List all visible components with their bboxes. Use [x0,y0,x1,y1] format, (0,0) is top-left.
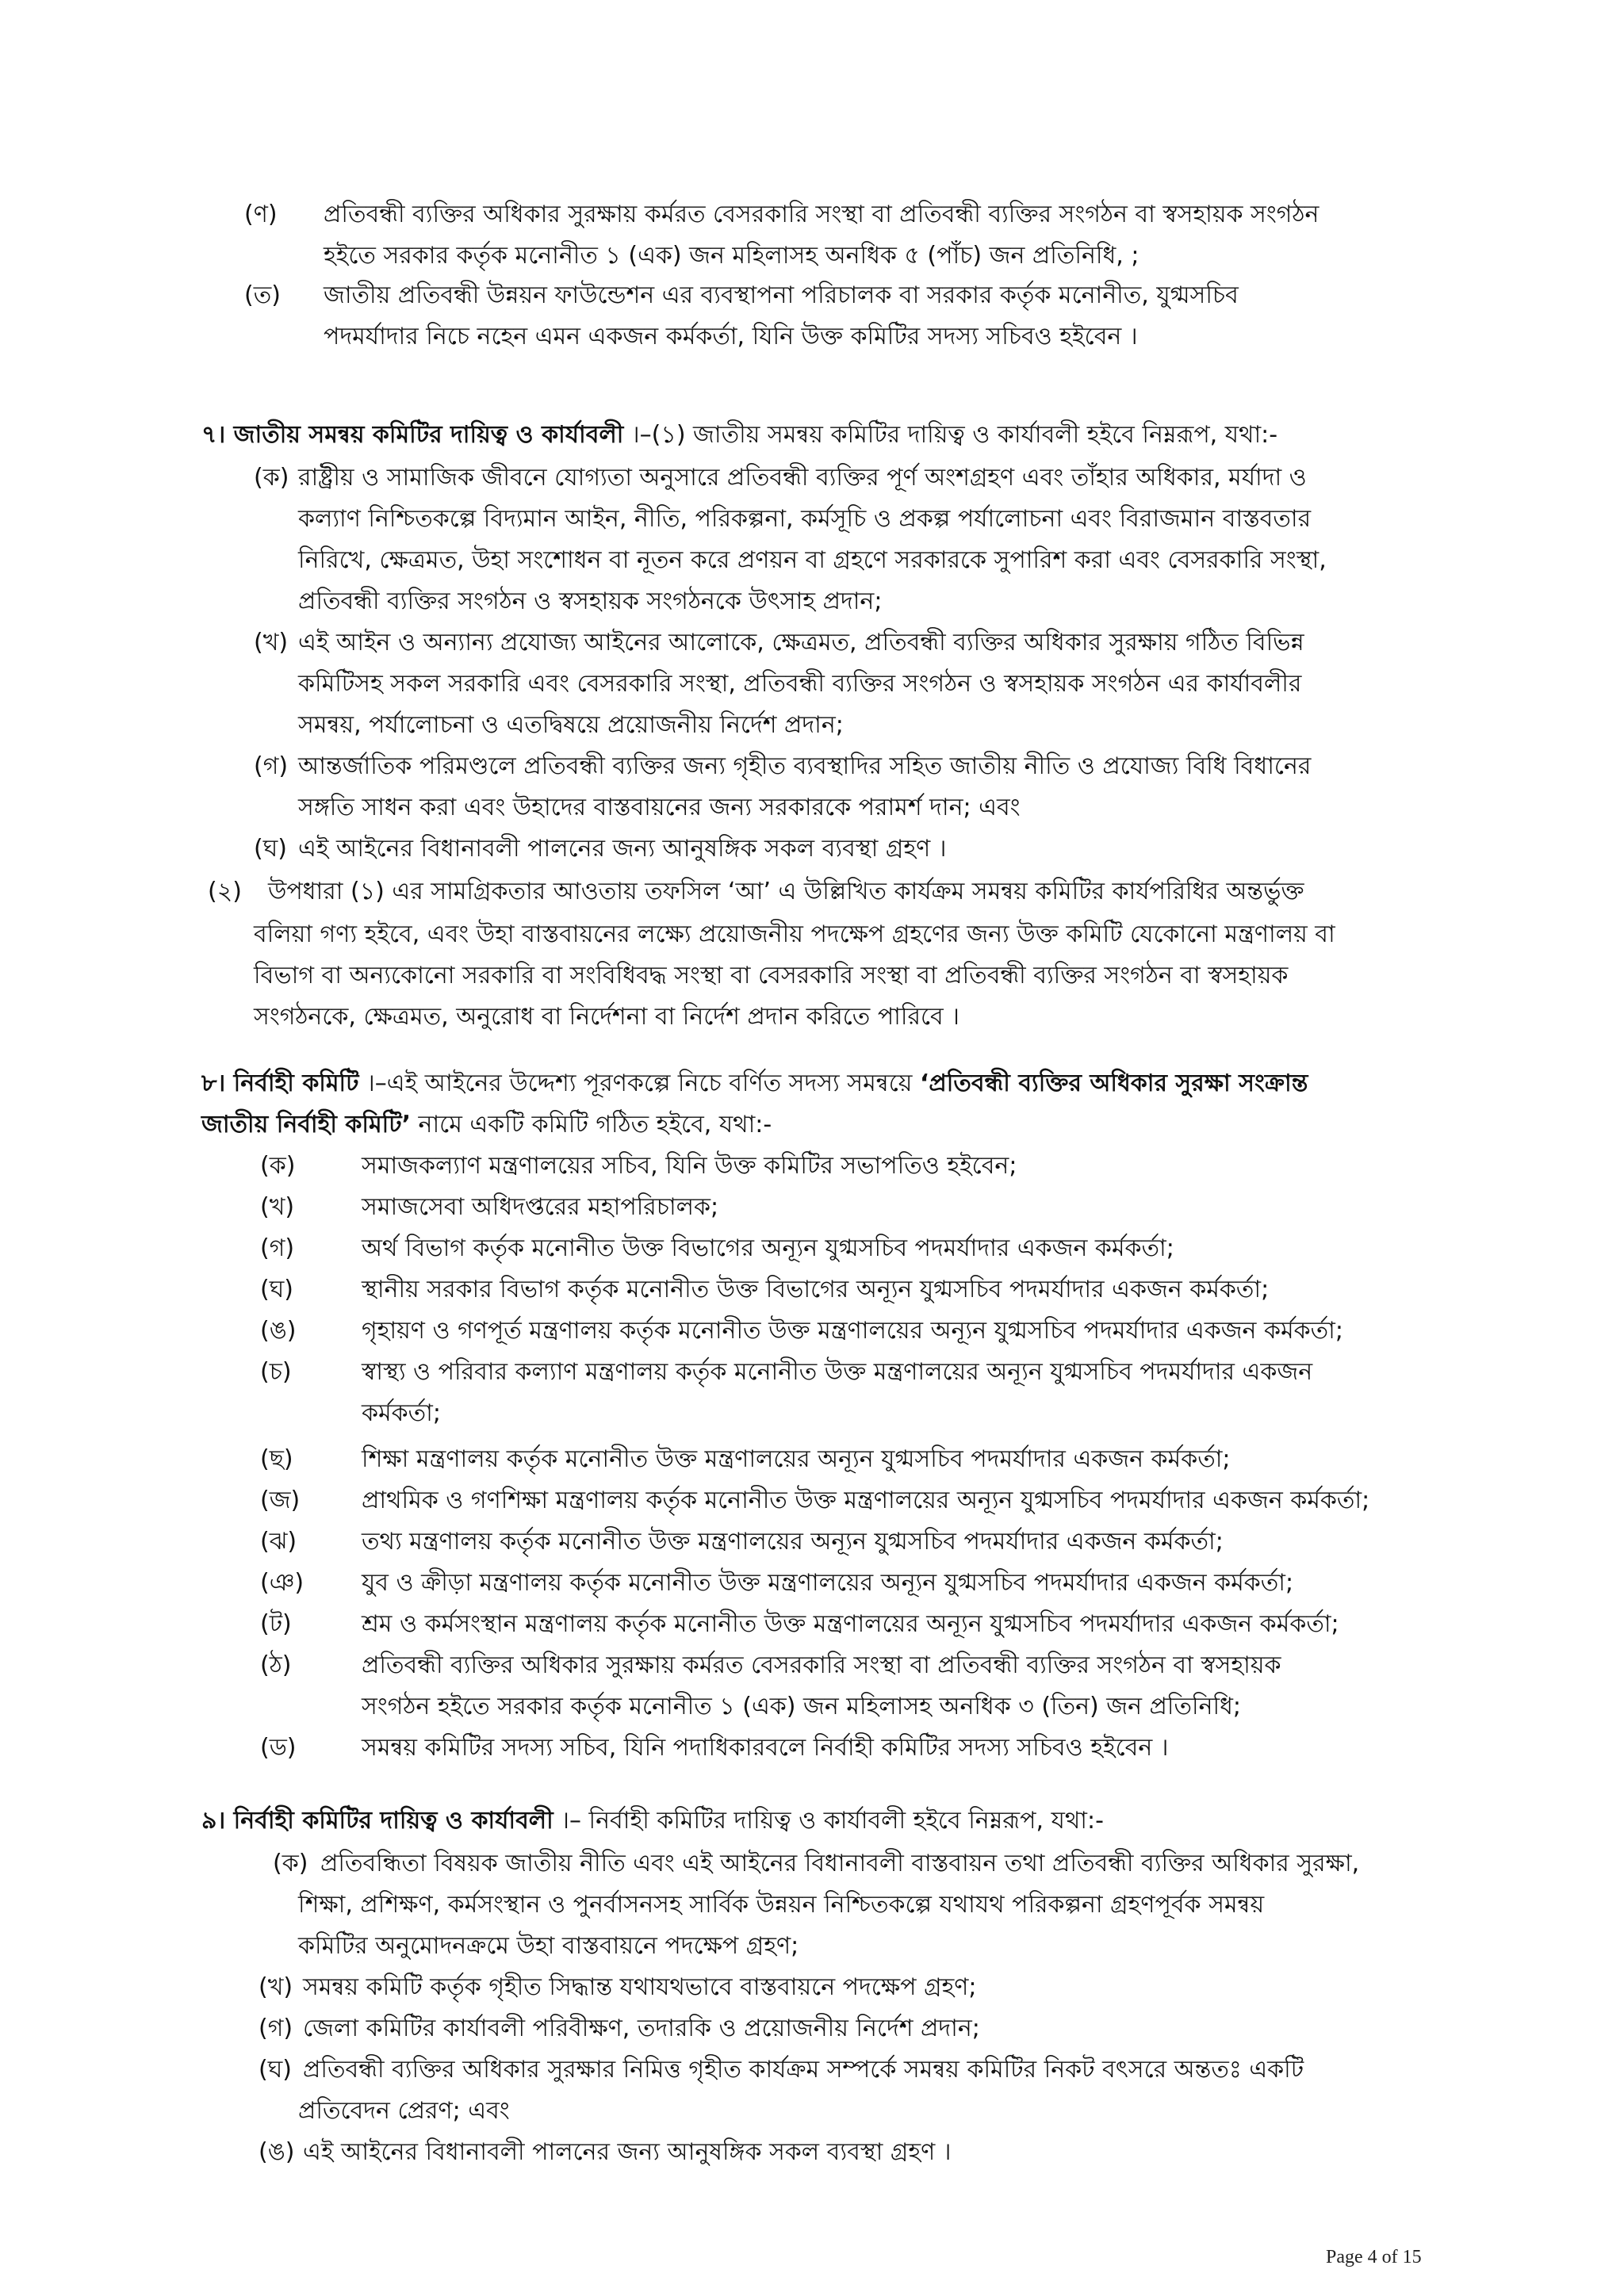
section-heading: ৯। নির্বাহী কমিটির দায়িত্ব ও কার্যাবলী [201,1807,553,1835]
item-label: (ড) [260,1734,297,1762]
item-text: পদমর্যাদার নিচে নহেন এমন একজন কর্মকর্তা, যিনি উক্ত কমিটির সদস্য সচিবও হইবেন । [324,323,1138,350]
subsection-text: উপধারা (১) এর সামগ্রিকতার আওতায় তফসিল ‘আ’ এ উল্লিখিত কার্যক্রম সমন্বয় কমিটির কার্যপরিধির অন্তর্ভুক্ত [268,878,1304,905]
item-text: এই আইনের বিধানাবলী পালনের জন্য আনুষঙ্গিক সকল ব্যবস্থা গ্রহণ । [298,835,947,863]
item-text: সঙ্গতি সাধন করা এবং উহাদের বাস্তবায়নের জন্য সরকারকে পরামর্শ দান; এবং [298,794,1021,821]
item-text: কল্যাণ নিশ্চিতকল্পে বিদ্যমান আইন, নীতি, পরিকল্পনা, কর্মসূচি ও প্রকল্প পর্যালোচনা এবং বিরাজমান বাস্তবতার [298,505,1312,533]
item-label: (খ) [254,629,289,656]
item-text: কমিটির অনুমোদনক্রমে উহা বাস্তবায়নে পদক্ষেপ গ্রহণ; [298,1932,799,1960]
item-text: কমিটিসহ সকল সরকারি এবং বেসরকারি সংস্থা, প্রতিবন্ধী ব্যক্তির সংগঠন ও স্বসহায়ক সংগঠন এর কার্যাবলীর [298,670,1302,698]
item-text: রাষ্ট্রীয় ও সামাজিক জীবনে যোগ্যতা অনুসারে প্রতিবন্ধী ব্যক্তির পূর্ণ অংশগ্রহণ এবং তাঁহার অধিকার, মর্যাদা ও [298,464,1307,492]
item-text: কর্মকর্তা; [362,1399,441,1427]
item-text: সমন্বয় কমিটির সদস্য সচিব, যিনি পদাধিকারবলে নির্বাহী কমিটির সদস্য সচিবও হইবেন । [362,1734,1169,1762]
section-heading-line-2 [201,1105,772,1145]
item-text: যুব ও ক্রীড়া মন্ত্রণালয় কর্তৃক মনোনীত উক্ত মন্ত্রণালয়ের অন্যূন যুগ্মসচিব পদমর্যাদার একজন কর্মকর্তা; [362,1569,1294,1597]
item-label: (ঝ) [260,1528,297,1556]
item-label: (খ) [259,1973,293,2001]
item-text: এই আইন ও অন্যান্য প্রযোজ্য আইনের আলোকে, ক্ষেত্রমত, প্রতিবন্ধী ব্যক্তির অধিকার সুরক্ষায় গঠিত বিভিন্ন [298,629,1304,656]
item-text: প্রতিবন্ধী ব্যক্তির সংগঠন ও স্বসহায়ক সংগঠনকে উৎসাহ প্রদান; [298,587,883,615]
item-text: সমন্বয় কমিটি কর্তৃক গৃহীত সিদ্ধান্ত যথাযথভাবে বাস্তবায়নে পদক্ষেপ গ্রহণ; [303,1973,977,2001]
item-label: (ঙ) [259,2138,295,2166]
section-heading: ৭। জাতীয় সমন্বয় কমিটির দায়িত্ব ও কার্যাবলী [201,421,624,449]
section-heading-line [201,415,1277,455]
item-label: (ঘ) [260,1276,293,1303]
item-text: সমাজকল্যাণ মন্ত্রণালয়ের সচিব, যিনি উক্ত কমিটির সভাপতিও হইবেন; [362,1152,1017,1180]
item-text: শ্রম ও কর্মসংস্থান মন্ত্রণালয় কর্তৃক মনোনীত উক্ত মন্ত্রণালয়ের অন্যূন যুগ্মসচিব পদমর্যাদার একজন কর্মকর্তা; [362,1610,1339,1638]
item-label: (ছ) [260,1445,293,1473]
item-text: এই আইনের বিধানাবলী পালনের জন্য আনুষঙ্গিক সকল ব্যবস্থা গ্রহণ । [303,2138,952,2166]
item-text: সংগঠন হইতে সরকার কর্তৃক মনোনীত ১ (এক) জন মহিলাসহ অনধিক ৩ (তিন) জন প্রতিনিধি; [362,1693,1242,1720]
item-text: প্রতিবেদন প্রেরণ; এবং [298,2097,510,2125]
committee-name-end: জাতীয় নির্বাহী কমিটি’ [201,1111,411,1138]
item-text: শিক্ষা, প্রশিক্ষণ, কর্মসংস্থান ও পুনর্বাসনসহ সার্বিক উন্নয়ন নিশ্চিতকল্পে যথাযথ পরিকল্পনা গ্রহণপূর্বক সমন্বয় [298,1891,1265,1919]
item-text: সমন্বয়, পর্যালোচনা ও এতদ্বিষয়ে প্রয়োজনীয় নির্দেশ প্রদান; [298,711,844,739]
item-label: (খ) [260,1193,295,1221]
page-number: Page 4 of 15 [1326,2247,1422,2267]
item-text: জাতীয় প্রতিবন্ধী উন্নয়ন ফাউন্ডেশন এর ব্যবস্থাপনা পরিচালক বা সরকার কর্তৃক মনোনীত, যুগ্মসচিব [324,281,1239,309]
item-label: (ঘ) [254,835,287,863]
item-label: (জ) [260,1487,301,1514]
item-text: প্রাথমিক ও গণশিক্ষা মন্ত্রণালয় কর্তৃক মনোনীত উক্ত মন্ত্রণালয়ের অন্যূন যুগ্মসচিব পদমর্যাদার একজন কর্মকর্তা; [362,1487,1370,1514]
item-text: প্রতিবন্ধী ব্যক্তির অধিকার সুরক্ষায় কর্মরত বেসরকারি সংস্থা বা প্রতিবন্ধী ব্যক্তির সংগঠন বা স্বসহায়ক সংগঠন [324,201,1320,228]
item-label: (ঞ) [260,1569,304,1597]
item-text: তথ্য মন্ত্রণালয় কর্তৃক মনোনীত উক্ত মন্ত্রণালয়ের অন্যূন যুগ্মসচিব পদমর্যাদার একজন কর্মকর্তা; [362,1528,1224,1556]
item-label: (গ) [254,752,289,780]
item-label: (ঠ) [260,1651,292,1679]
committee-name: ‘প্রতিবন্ধী ব্যক্তির অধিকার সুরক্ষা সংক্রান্ত [919,1070,1308,1097]
item-text: অর্থ বিভাগ কর্তৃক মনোনীত উক্ত বিভাগের অন্যূন যুগ্মসচিব পদমর্যাদার একজন কর্মকর্তা; [362,1234,1174,1262]
item-label: (ত) [244,281,281,309]
item-text: হইতে সরকার কর্তৃক মনোনীত ১ (এক) জন মহিলাসহ অনধিক ৫ (পাঁচ) জন প্রতিনিধি, ; [324,242,1139,270]
item-label: (ক) [260,1152,296,1180]
item-label: (গ) [259,2015,293,2042]
item-text: প্রতিবন্ধিতা বিষয়ক জাতীয় নীতি এবং এই আইনের বিধানাবলী বাস্তবায়ন তথা প্রতিবন্ধী ব্যক্তির অধিকার সুরক্ষা, [320,1850,1360,1877]
item-label: (ক) [273,1850,308,1877]
item-label: (ক) [254,464,289,492]
section-heading-rest: ।– নির্বাহী কমিটির দায়িত্ব ও কার্যাবলী হইবে নিম্নরূপ, যথা:- [561,1807,1104,1835]
subsection-text: সংগঠনকে, ক্ষেত্রমত, অনুরোধ বা নির্দেশনা বা নির্দেশ প্রদান করিতে পারিবে । [254,1003,959,1031]
item-text: স্থানীয় সরকার বিভাগ কর্তৃক মনোনীত উক্ত বিভাগের অন্যূন যুগ্মসচিব পদমর্যাদার একজন কর্মকর্তা; [362,1276,1270,1303]
item-label: (চ) [260,1358,292,1386]
item-label: (ঘ) [259,2056,292,2084]
item-text: জেলা কমিটির কার্যাবলী পরিবীক্ষণ, তদারকি ও প্রয়োজনীয় নির্দেশ প্রদান; [303,2015,980,2042]
section-heading-rest: ।–এই আইনের উদ্দেশ্য পূরণকল্পে নিচে বর্ণিত সদস্য সমন্বয়ে [366,1070,913,1097]
section-heading-rest: ।–(১) জাতীয় সমন্বয় কমিটির দায়িত্ব ও কার্যাবলী হইবে নিম্নরূপ, যথা:- [630,421,1278,449]
item-text: আন্তর্জাতিক পরিমণ্ডলে প্রতিবন্ধী ব্যক্তির জন্য গৃহীত ব্যবস্থাদির সহিত জাতীয় নীতি ও প্রযোজ্য বিধি বিধানের [298,752,1312,780]
section-heading-rest-2: নামে একটি কমিটি গঠিত হইবে, যথা:- [418,1111,772,1138]
item-text: স্বাস্থ্য ও পরিবার কল্যাণ মন্ত্রণালয় কর্তৃক মনোনীত উক্ত মন্ত্রণালয়ের অন্যূন যুগ্মসচিব পদমর্যাদার একজন [362,1358,1313,1386]
subsection-text: বলিয়া গণ্য হইবে, এবং উহা বাস্তবায়নের লক্ষ্যে প্রয়োজনীয় পদক্ষেপ গ্রহণের জন্য উক্ত কমিটি যেকোনো মন্ত্রণালয় বা [254,920,1335,948]
subsection-label: (২) [208,878,242,905]
item-label: (ট) [260,1610,292,1638]
item-label: (ণ) [244,201,278,228]
item-text: নিরিখে, ক্ষেত্রমত, উহা সংশোধন বা নূতন করে প্রণয়ন বা গ্রহণে সরকারকে সুপারিশ করা এবং বেসরকারি সংস্থা, [298,546,1327,574]
section-heading-line [201,1064,1308,1104]
section-heading-line [201,1801,1104,1841]
item-text: গৃহায়ণ ও গণপূর্ত মন্ত্রণালয় কর্তৃক মনোনীত উক্ত মন্ত্রণালয়ের অন্যূন যুগ্মসচিব পদমর্যাদার একজন কর্মকর্তা; [362,1317,1343,1345]
item-text: শিক্ষা মন্ত্রণালয় কর্তৃক মনোনীত উক্ত মন্ত্রণালয়ের অন্যূন যুগ্মসচিব পদমর্যাদার একজন কর্মকর্তা; [362,1445,1231,1473]
subsection-text: বিভাগ বা অন্যকোনো সরকারি বা সংবিধিবদ্ধ সংস্থা বা বেসরকারি সংস্থা বা প্রতিবন্ধী ব্যক্তির সংগঠন বা স্বসহায়ক [254,962,1289,989]
item-label: (গ) [260,1234,295,1262]
item-text: প্রতিবন্ধী ব্যক্তির অধিকার সুরক্ষায় কর্মরত বেসরকারি সংস্থা বা প্রতিবন্ধী ব্যক্তির সংগঠন বা স্বসহায়ক [362,1651,1281,1679]
item-text: প্রতিবন্ধী ব্যক্তির অধিকার সুরক্ষার নিমিত্ত গৃহীত কার্যক্রম সম্পর্কে সমন্বয় কমিটির নিকট বৎসরে অন্ততঃ একটি [303,2056,1304,2084]
section-heading: ৮। নির্বাহী কমিটি [201,1070,359,1097]
item-label: (ঙ) [260,1317,297,1345]
item-text: সমাজসেবা অধিদপ্তরের মহাপরিচালক; [362,1193,719,1221]
